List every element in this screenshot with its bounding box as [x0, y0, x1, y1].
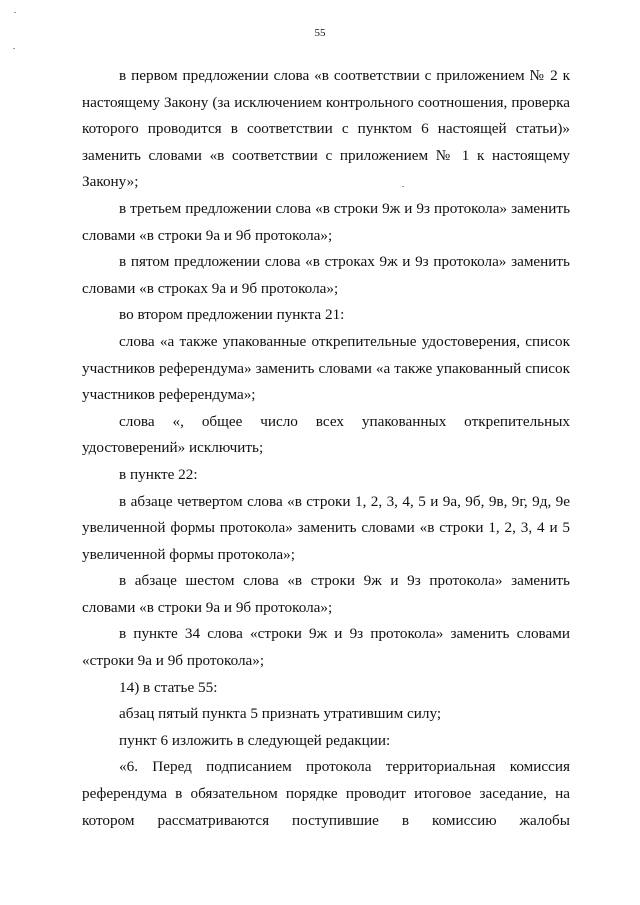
scan-speck: [14, 12, 16, 13]
paragraph: в абзаце четвертом слова «в строки 1, 2, 3, 4, 5 и 9а, 9б, 9в, 9г, 9д, 9е увеличенной формы протокола» заменить словами «в строки 1, 2, 3, 4 и 5 увеличенной формы протокола»;: [82, 492, 570, 563]
paragraph: во втором предложении пункта 21:: [119, 306, 345, 324]
paragraph: в пункте 22:: [119, 465, 198, 483]
paragraph: 14) в статье 55:: [119, 678, 218, 696]
paragraph: «6. Перед подписанием протокола территориальная комиссия референдума в обязательном порядке проводит итоговое заседание, на котором рассматриваются поступившие в комиссию жалобы: [82, 758, 570, 829]
paragraph: слова «а также упакованные открепительные удостоверения, список участников референдума» заменить словами «а также упакованный список участников референдума»;: [82, 332, 570, 404]
paragraph: пункт 6 изложить в следующей редакции:: [119, 731, 391, 749]
paragraph: в первом предложении слова «в соответствии с приложением № 2 к настоящему Закону (за исключением контрольного соотношения, проверка которого проводится в соответствии с пунктом 6 настоящей статьи)» заменить словами «в соответствии с приложением № 1 к настоящему Закону»;: [82, 67, 570, 191]
page-number: 55: [314, 27, 326, 39]
paragraph: в абзаце шестом слова «в строки 9ж и 9з протокола» заменить словами «в строки 9а и 9б протокола»;: [82, 572, 570, 616]
paragraph: в пятом предложении слова «в строках 9ж и 9з протокола» заменить словами «в строках 9а и 9б протокола»;: [82, 253, 570, 297]
paragraph: в пункте 34 слова «строки 9ж и 9з протокола» заменить словами «строки 9а и 9б протокола»;: [82, 625, 570, 670]
paragraph: в третьем предложении слова «в строки 9ж и 9з протокола» заменить словами «в строки 9а и 9б протокола»;: [82, 199, 570, 244]
document-body: [82, 63, 570, 834]
scan-speck: [13, 48, 15, 49]
paragraph: абзац пятый пункта 5 признать утратившим силу;: [119, 705, 442, 723]
paragraph: слова «, общее число всех упакованных открепительных удостоверений» исключить;: [82, 412, 570, 457]
